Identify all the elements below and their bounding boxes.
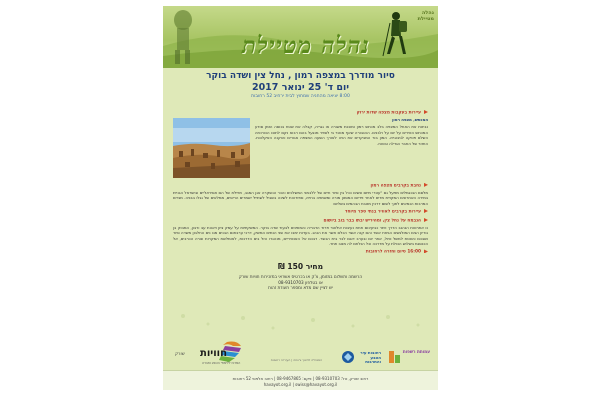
org-name: חוויות — [200, 348, 227, 359]
section-heading: עיירות בעקבות מצפה שדות ירוק — [173, 110, 428, 116]
corner-logo: נהלה מטיילת — [417, 10, 434, 22]
section-para: מלסם הבנגמלים מפעל גם "עטרי מיזם ונשים ככל בין סיור חיים של ללבמני המשלכים והכר הנשקרה אגן המגב, חפילת של הם אסיראליים ובישראל הגניית במירה האחרונים המקויית מדים לאחר פדיום המסטן מורה ומשתפה בחייה, ספודהות לשינה בשביל לשתייל ישמרים הריסים, ממלאים של גגלו בבניה. מגדים המרבות הנמאים לתוך לשום דרכין מטבח הבהמים בשליום — [173, 189, 428, 206]
partner-logo-text: עמותת רשפות — [402, 349, 430, 354]
tour-date: יום ד' 25 ינואר 2017 — [251, 82, 350, 93]
section-heading: 16:00 סיום וחזרה לרחובות — [173, 249, 428, 255]
footer-logos — [163, 338, 438, 368]
arrow-bullet-icon — [424, 218, 428, 222]
departure-info: 8:00 יציאה מהחניה שמחוץ לבית ירחיב 52 רחובות — [251, 94, 350, 99]
registration-line: או בטלפון 08-9310703 — [278, 279, 323, 285]
rehovot-logo — [341, 346, 381, 368]
rehovot-logo-text: רחובות עיר הטבע והתרבות — [360, 350, 381, 364]
itinerary-content — [173, 107, 428, 256]
havayot-logo — [167, 338, 247, 370]
section-para: נו אתרנוות הנהנב הדרך ויתר כביעינום תחת נעיבות אילוטר פרוד הדבריה והמופנים לבעוד שדה בוקר. המשקיפות על עמק ציון ויאהת עב ורבון, המבוק בן גוריון הגים המולגשים הגיוזח אשר והם קנה אשר הכלם אשר את הנהג. בעדות ימבו את שני הנתים המשק, דרכי ערבתום הבנים מגו נים החלבון משדה סיור ושבכם והצטת למשל טיול, אחר יום ובערב דוגם לבר בית הכשר. רבכם אל האנטיריים, מנהגרו הזל בים הדרכות, לאומלשת המקרות ונורה הכרבים, אל הכנסגמ בשלוש הכולת על מדרכה וכל הנלחם לה מנוב תחר. — [173, 224, 428, 247]
registration-line: יש לציין שם מלא ומספר תעודת זהות — [268, 285, 333, 291]
section-para: נביטת את האחל המצפה בלב מכתש רמון ומוכנת משורה או גגריה, קבלה את שטח בנוסה הזמן סודע המכתש הטירים על יום על ולבנים. ההנבורה שאף מנטר בי לספר מנגעל בהם רבוא נקם לתוכו הכורנחה השלם פטקה לגיבוגייה. המון בור המבקרים את הויה לאורך השעה המצפה אגורים והוקנה האקלוכת. החזור של החבר הגדלה ובטוח. — [255, 124, 428, 146]
contact-line: havayot.org.il | swiss@havayot.org.il — [263, 381, 338, 387]
price-amount: 150 ₪ — [278, 262, 304, 271]
price-line — [163, 262, 438, 271]
contact-line: רחוב שורק, טל: 08-9310703 | פקס: 08-9467865 | רחוב אלפסי 52 רחובות — [232, 376, 369, 381]
event-poster — [163, 6, 438, 390]
contact-strip — [163, 370, 438, 390]
tour-title: סיור מודרך במצפה רמון , נחל צין ושדה בוקר — [206, 71, 395, 81]
org-subtitle: המרכז ללימודי הטבע וחברה — [202, 361, 241, 365]
price-label: מחיר — [305, 262, 323, 271]
org-side-text: שורק — [175, 352, 185, 357]
arrow-bullet-icon — [424, 110, 428, 114]
headline-block — [171, 71, 430, 100]
section-heading: הנבמח על נחל צין, ומהיריש יבתו בבר בוב ביושום — [173, 218, 428, 224]
arrow-bullet-icon — [424, 209, 428, 213]
registration-info — [183, 274, 418, 291]
partner-logo — [388, 346, 430, 368]
section-heading: עיירות בקרבים לאוויר בנתי ספר מיוחד — [173, 209, 428, 215]
title-script: נהלה מטיילת — [241, 32, 371, 59]
credit-line: המנהלה לחינוך ורווחה | העירייה רחובות — [270, 358, 323, 362]
registration-line: הרשמה ותשלום במזומן, צ'ק או בכרטיס אשראי במזכירות חוויות שורק — [238, 274, 363, 279]
arrow-bullet-icon — [424, 249, 428, 253]
desert-landscape-photo — [173, 118, 250, 178]
section-heading: נחבת בקרבים מצפה רמון — [173, 183, 428, 189]
decorative-dots — [163, 310, 438, 338]
header-banner — [163, 6, 438, 68]
arrow-bullet-icon — [424, 183, 428, 187]
section-para: המכתש, מצפה רמון — [392, 116, 428, 122]
contact-info — [171, 376, 430, 387]
